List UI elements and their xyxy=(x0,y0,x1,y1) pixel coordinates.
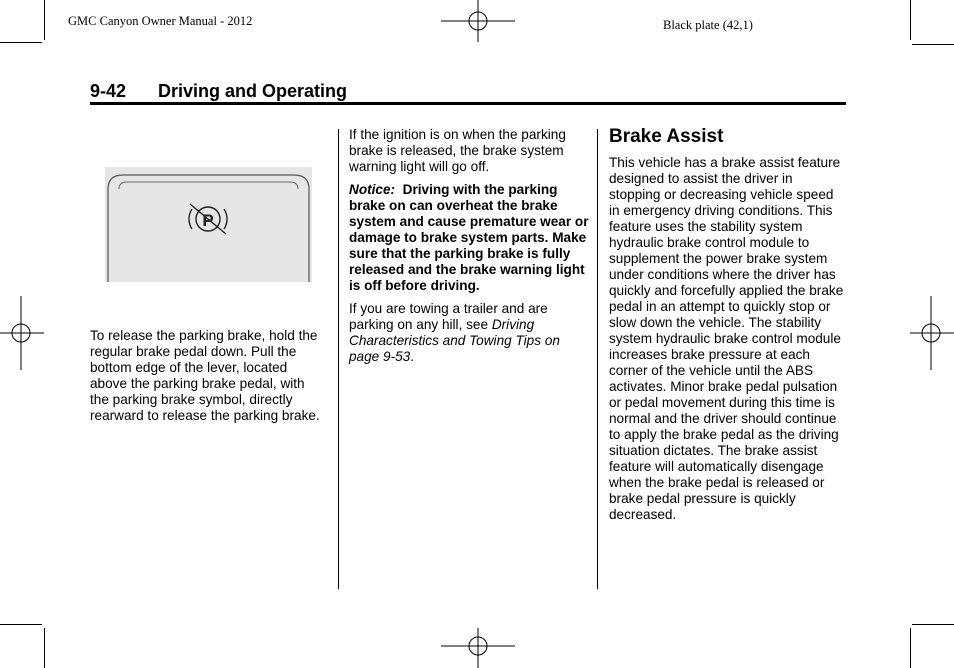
svg-text:P: P xyxy=(202,211,214,230)
registration-mark-bottom xyxy=(441,624,515,668)
crop-mark xyxy=(910,0,911,40)
print-meta-right: Black plate (42,1) xyxy=(663,18,753,32)
towing-cross-reference-link[interactable]: Driving Characteristics and Towing Tips on page 9-53 xyxy=(349,317,560,364)
towing-text: If you are towing a trailer and are parking on any hill, see xyxy=(349,301,548,332)
crop-mark xyxy=(0,624,42,625)
notice-paragraph xyxy=(349,182,589,294)
notice-text: Driving with the parking brake on can overheat the brake system and cause premature wear or damage to brake system parts. Make sure that the parking brake is fully released and the brake warning light is off before driving. xyxy=(349,182,589,293)
crop-mark xyxy=(44,0,45,40)
crop-mark xyxy=(44,628,45,668)
crop-mark xyxy=(910,628,911,668)
notice-label: Notice: xyxy=(349,182,396,197)
parking-brake-symbol-icon xyxy=(189,204,227,234)
brake-assist-paragraph: This vehicle has a brake assist feature designed to assist the driver in stopping or decreasing vehicle speed in emergency driving conditions. This feature uses the stability system hydraulic brake control module to supplement the power brake system under conditions where the driver has quickly and forcefully applied the brake pedal in an attempt to quickly stop or slow down the vehicle. The stability system hydraulic brake control module increases brake pressure at each corner of the vehicle until the ABS activates. Minor brake pedal pulsation or pedal movement during this time is normal and the driver should continue to apply the brake pedal as the driving situation dictates. The brake assist feature will automatically disengage when the brake pedal is released or brake pedal pressure is quickly decreased. xyxy=(609,155,844,522)
brake-assist-heading: Brake Assist xyxy=(609,126,724,147)
registration-mark-left xyxy=(0,296,44,370)
crop-mark xyxy=(912,44,954,45)
crop-mark xyxy=(912,624,954,625)
crop-mark xyxy=(0,42,42,43)
parking-brake-lever-figure xyxy=(105,167,312,282)
parking-brake-lever-icon xyxy=(105,167,312,282)
column-3 xyxy=(609,155,847,530)
warning-light-paragraph: If the ignition is on when the parking brake is released, the brake system warning light will go off. xyxy=(349,127,566,174)
header-rule xyxy=(90,102,846,105)
towing-end: . xyxy=(410,349,415,364)
column-divider xyxy=(338,129,339,589)
release-instructions: To release the parking brake, hold the regular brake pedal down. Pull the bottom edge of the lever, located above the parking brake pedal, with the parking brake symbol, directly rearward to release the parking brake. xyxy=(90,328,320,423)
page-number: 9-42 xyxy=(90,81,127,101)
registration-mark-right xyxy=(910,296,954,370)
towing-paragraph xyxy=(349,301,589,365)
registration-mark-top xyxy=(441,0,515,46)
section-title: Driving and Operating xyxy=(158,81,348,101)
column-1 xyxy=(90,328,326,431)
print-meta-left: GMC Canyon Owner Manual - 2012 xyxy=(68,14,253,28)
column-2 xyxy=(349,127,589,372)
column-divider xyxy=(597,129,598,589)
